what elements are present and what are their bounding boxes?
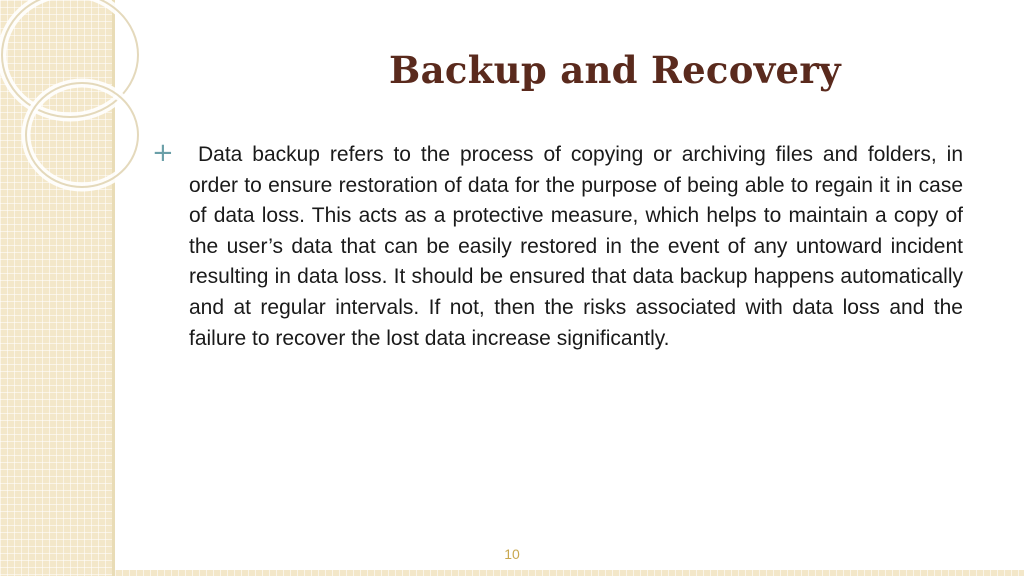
bullet-paragraph: Data backup refers to the process of copying or archiving files and folders, in order to ensure restoration of data for the purpose of being able to regain it in case of data loss. This acts as a protective measure, which helps to maintain a copy of the user’s data that can be easily restored in the event of any untoward incident resulting in data loss. It should be ensured that data backup happens automatically and at regular intervals. If not, then the risks associated with data loss and the failure to recover the lost data increase significantly. bbox=[189, 143, 963, 350]
page-number: 10 bbox=[504, 546, 520, 562]
decorative-rings-icon bbox=[0, 0, 200, 240]
slide-title: Backup and Recovery bbox=[389, 48, 841, 92]
decorative-bottom-strip bbox=[115, 570, 1024, 576]
plus-bullet-icon: + bbox=[152, 138, 174, 168]
